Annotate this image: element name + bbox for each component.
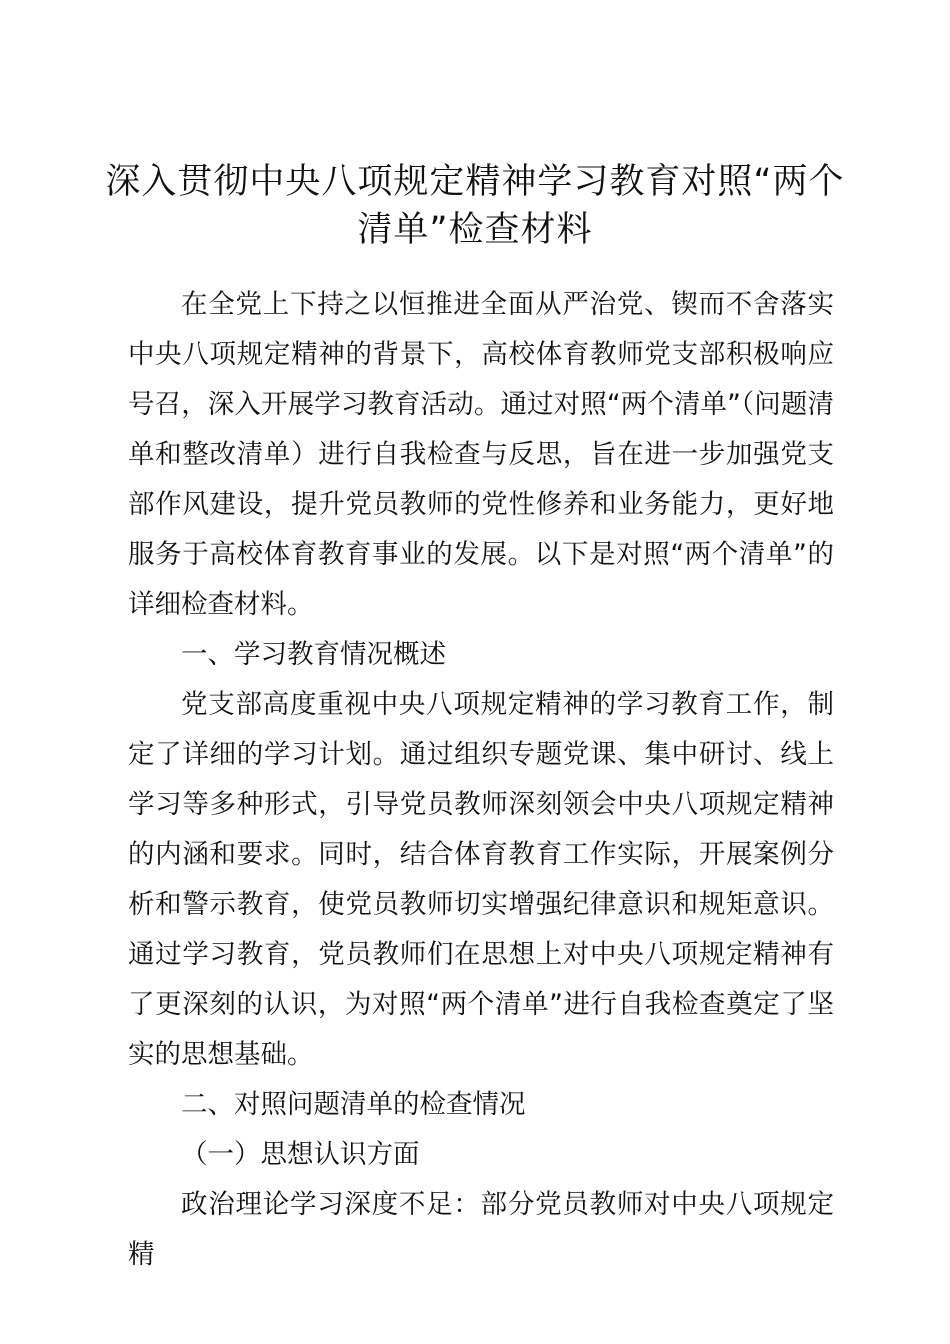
document-title: 深入贯彻中央八项规定精神学习教育对照“两个清单”检查材料 xyxy=(105,162,845,250)
section-heading-1: 一、学习教育情况概述 xyxy=(181,639,446,670)
subsection-heading-1: （一）思想认识方面 xyxy=(181,1139,420,1170)
document-body xyxy=(128,280,834,1280)
intro-paragraph: 在全党上下持之以恒推进全面从严治党、锲而不舍落实中央八项规定精神的背景下，高校体育教师党支部积极响应号召，深入开展学习教育活动。通过对照“两个清单”（问题清单和整改清单）进行自我检查与反思，旨在进一步加强党支部作风建设，提升党员教师的党性修养和业务能力，更好地服务于高校体育教育事业的发展。以下是对照“两个清单”的详细检查材料。 xyxy=(128,289,834,620)
section-1-paragraph: 党支部高度重视中央八项规定精神的学习教育工作，制定了详细的学习计划。通过组织专题党课、集中研讨、线上学习等多种形式，引导党员教师深刻领会中央八项规定精神的内涵和要求。同时，结合体育教育工作实际，开展案例分析和警示教育，使党员教师切实增强纪律意识和规矩意识。通过学习教育，党员教师们在思想上对中央八项规定精神有了更深刻的认识，为对照“两个清单”进行自我检查奠定了坚实的思想基础。 xyxy=(128,689,834,1070)
section-heading-2: 二、对照问题清单的检查情况 xyxy=(181,1089,526,1120)
subsection-1-paragraph: 政治理论学习深度不足：部分党员教师对中央八项规定精 xyxy=(128,1189,834,1270)
